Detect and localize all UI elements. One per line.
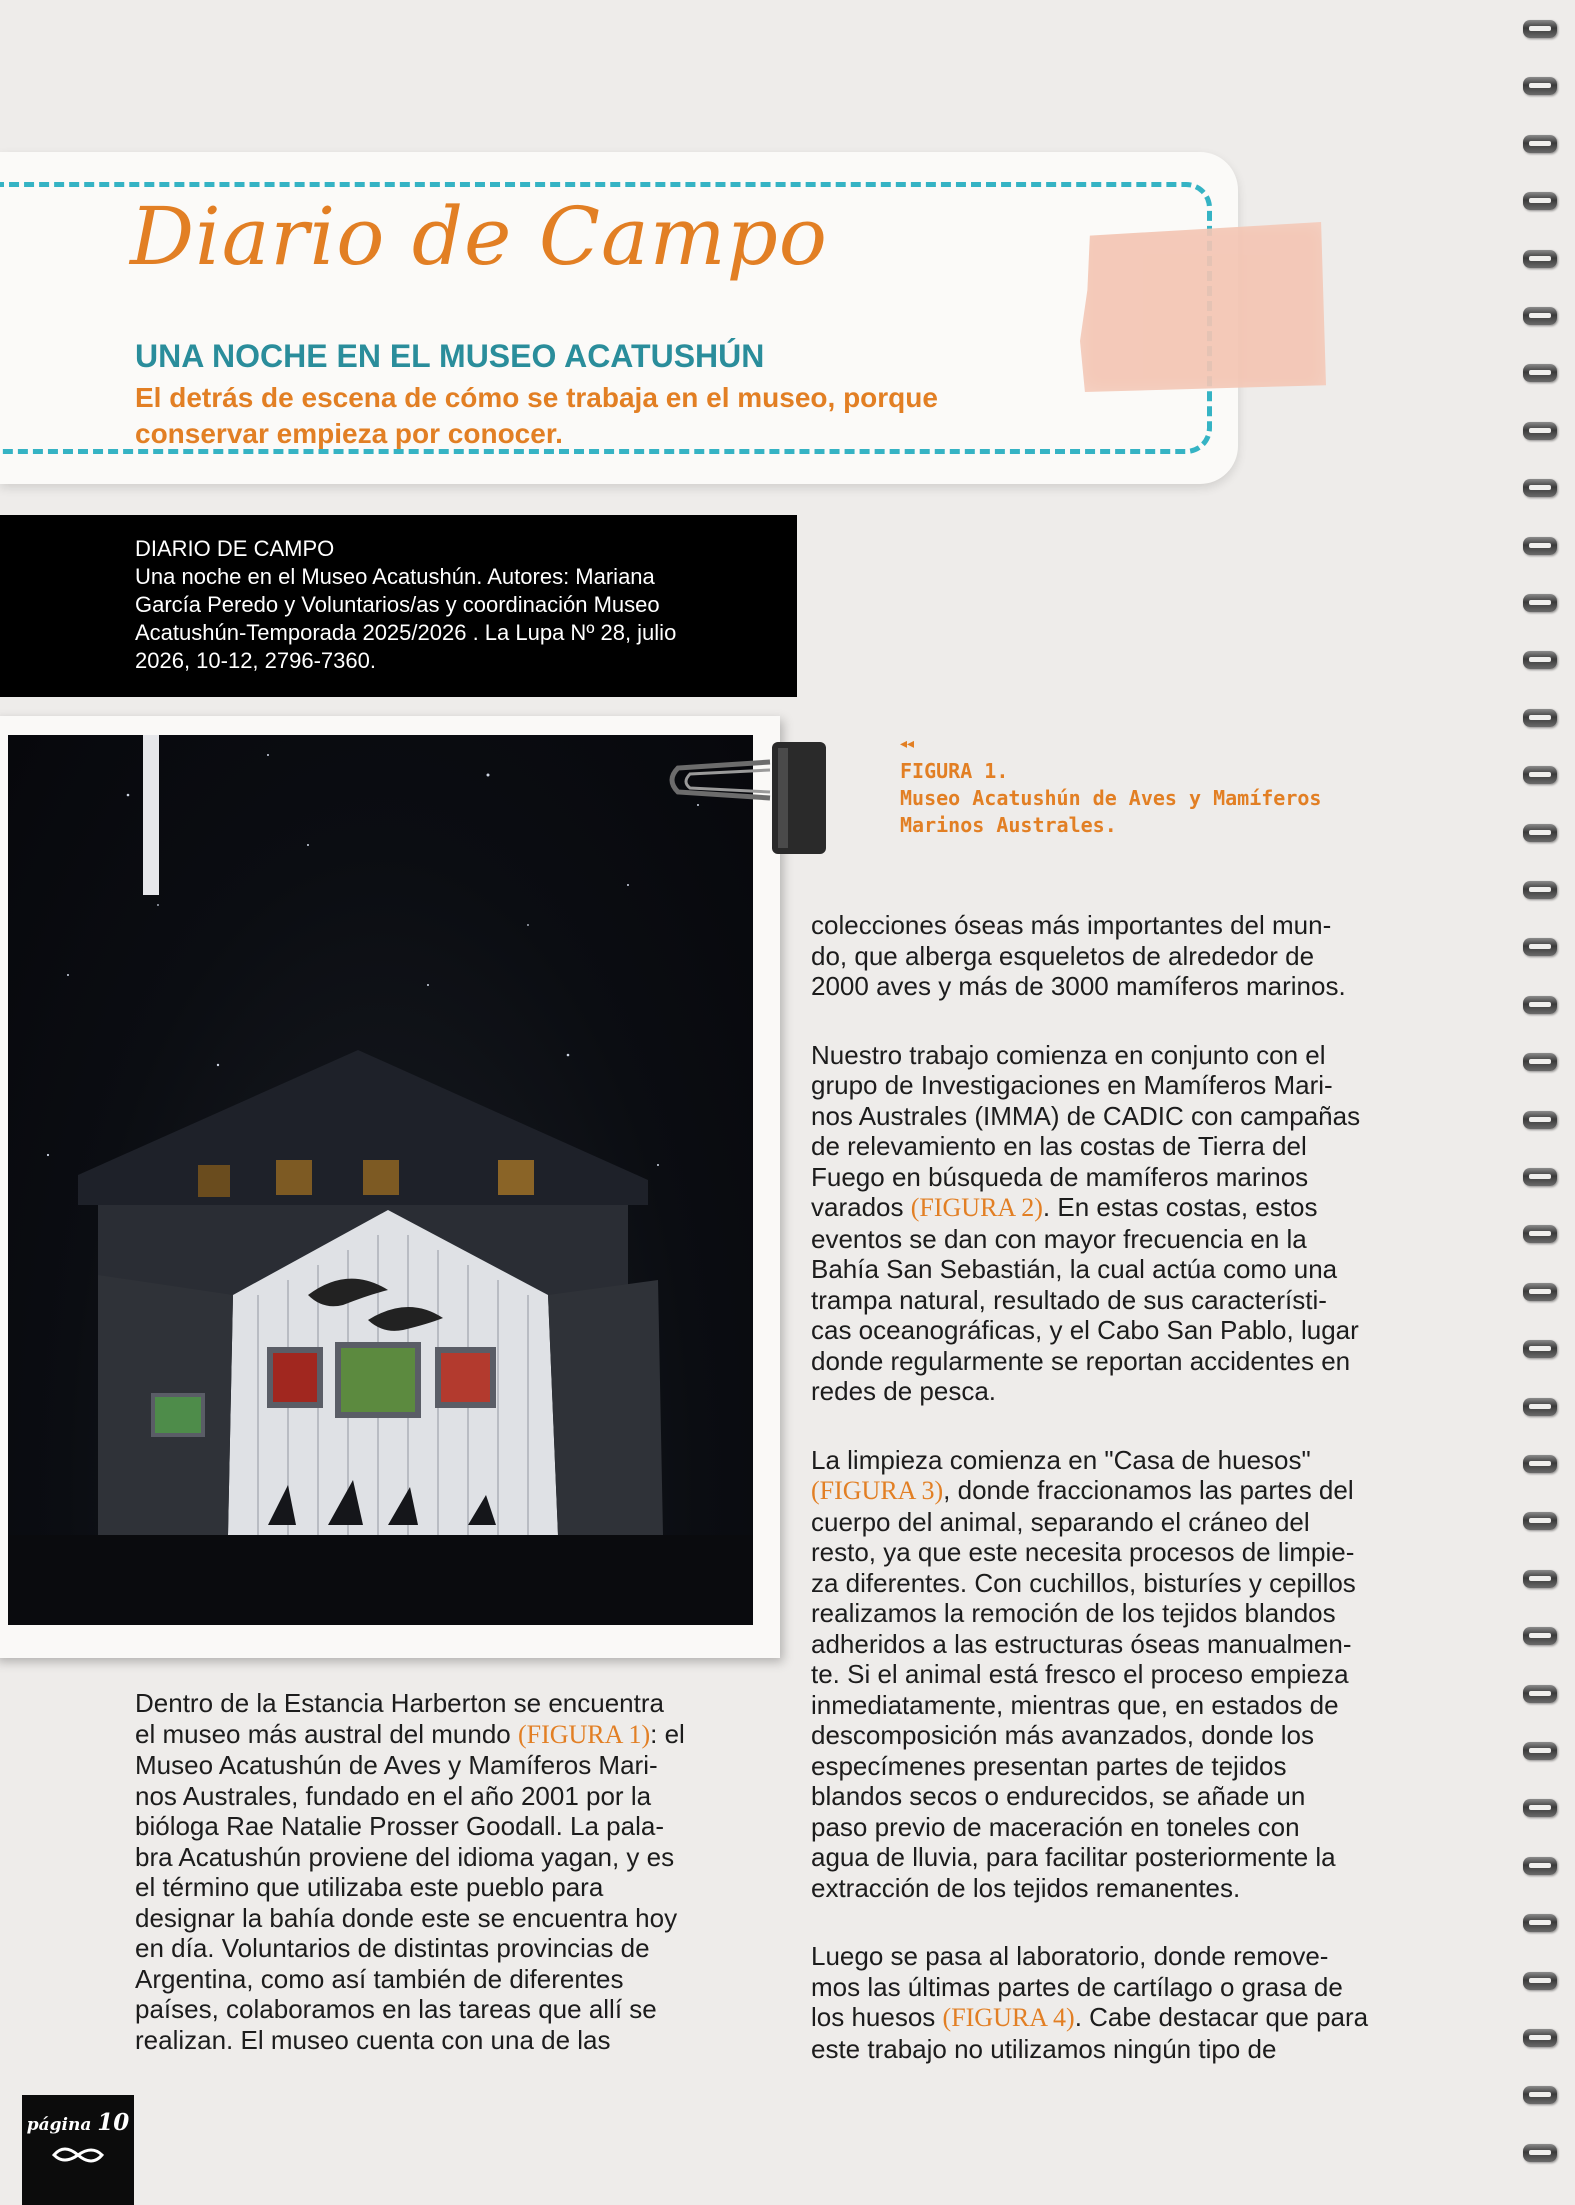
spiral-ring xyxy=(1523,1225,1557,1243)
spiral-ring xyxy=(1523,766,1557,784)
spiral-ring xyxy=(1523,1685,1557,1703)
figure-reference-link[interactable]: (FIGURA 4) xyxy=(942,2003,1075,2032)
figure-1-label: FIGURA 1. xyxy=(900,759,1009,783)
spiral-ring xyxy=(1523,20,1557,38)
spiral-ring xyxy=(1523,1398,1557,1416)
paragraph-text: : el Museo Acatushún de Aves y Mamíferos Mari- nos Australes, fundado en el año 2001 por la bióloga Rae Natalie Prosser Goodall. La pala- bra Acatushún proviene del idioma yagan, y es el término que utilizaba este pueblo para designar la bahía donde este se encuentra hoy en día. Voluntarios de distintas provincias de Argentina, como así también de diferentes países, colaboramos en las tareas que allí se realizan. El museo cuenta con una de las xyxy=(135,1718,685,2055)
page-number-tab xyxy=(22,2095,134,2205)
caption-spacer xyxy=(900,738,1420,758)
spiral-ring xyxy=(1523,77,1557,95)
page-number-value: 10 xyxy=(97,2109,130,2136)
spiral-ring xyxy=(1523,135,1557,153)
figure-reference-link[interactable]: (FIGURA 2) xyxy=(910,1193,1043,1222)
washi-tape xyxy=(1080,222,1326,392)
article-title: UNA NOCHE EN EL MUSEO ACATUSHÚN xyxy=(135,338,765,374)
figure-reference-link[interactable]: (FIGURA 1) xyxy=(517,1719,651,1749)
paragraph-text: . Cabe destacar que para este trabajo no utilizamos ningún tipo de xyxy=(811,2002,1369,2064)
citation-line: Una noche en el Museo Acatushún. Autores: Mariana xyxy=(135,564,655,589)
spiral-ring xyxy=(1523,2029,1557,2047)
citation-line: DIARIO DE CAMPO xyxy=(135,536,335,561)
spiral-ring xyxy=(1523,594,1557,612)
spiral-ring xyxy=(1523,651,1557,669)
spiral-ring xyxy=(1523,824,1557,842)
paragraph-text: La limpieza comienza en "Casa de huesos" xyxy=(811,1444,1311,1475)
spiral-ring xyxy=(1523,1455,1557,1473)
page-number xyxy=(22,2109,134,2136)
spiral-ring xyxy=(1523,192,1557,210)
paragraph-gap xyxy=(811,1002,1451,1040)
left-column xyxy=(135,1688,765,2055)
spiral-ring xyxy=(1523,2086,1557,2104)
paragraph xyxy=(811,1445,1451,1904)
binder-clip-icon xyxy=(660,740,830,858)
paragraph-text: , donde fraccionamos las partes del cuerpo del animal, separando el cráneo del resto, ya que este necesita procesos de limpie- za diferentes. Con cuchillos, bisturíes y cepillos realizamos la remoción de los tejidos blandos adheridos a las estructuras óseas manualmen- te. Si el animal está fresco el proceso empieza inmediatamente, mientras que, en estados de descomposición más avanzados, donde los especímenes presentan partes de tejidos blandos secos o endurecidos, se añade un paso previo de maceración en toneles con agua de lluvia, para facilitar posteriormente la extracción de los tejidos remanentes. xyxy=(811,1475,1356,1903)
paragraph-gap xyxy=(811,1407,1451,1445)
spiral-ring xyxy=(1523,1111,1557,1129)
paragraph-text: Dentro de la Estancia Harberton se encuentra el museo más austral del mundo xyxy=(135,1688,664,1749)
spiral-ring xyxy=(1523,307,1557,325)
spiral-ring xyxy=(1523,250,1557,268)
article-lede xyxy=(135,380,1055,452)
spiral-ring xyxy=(1523,1627,1557,1645)
spiral-ring xyxy=(1523,2144,1557,2162)
section-title: Diario de Campo xyxy=(130,190,828,283)
paragraph-gap xyxy=(811,1903,1451,1941)
paragraph-text: Nuestro trabajo comienza en conjunto con el grupo de Investigaciones en Mamíferos Mari- nos Australes (IMMA) de CADIC con campañas de relevamiento en las costas de Tierra del Fuego en búsqueda de mamíferos marinos varados xyxy=(811,1039,1361,1222)
figure-1-caption-line: Marinos Australes. xyxy=(900,813,1117,837)
lede-line: conservar empieza por conocer. xyxy=(135,418,563,449)
paragraph xyxy=(135,1688,765,2055)
spiral-ring xyxy=(1523,1857,1557,1875)
spiral-ring xyxy=(1523,709,1557,727)
spiral-ring xyxy=(1523,1742,1557,1760)
citation-box xyxy=(0,515,797,697)
museum-building-illustration xyxy=(8,735,753,1625)
spiral-ring xyxy=(1523,881,1557,899)
paragraph xyxy=(811,910,1451,1002)
spiral-ring xyxy=(1523,1283,1557,1301)
museum-night-photo xyxy=(8,735,753,1625)
spiral-ring xyxy=(1523,1799,1557,1817)
spiral-binding-icon xyxy=(1505,20,1575,2205)
spiral-ring xyxy=(1523,479,1557,497)
publication-logo-icon xyxy=(48,2142,108,2168)
spiral-ring xyxy=(1523,1972,1557,1990)
citation-line: García Peredo y Voluntarios/as y coordinación Museo xyxy=(135,592,660,617)
spiral-ring xyxy=(1523,1340,1557,1358)
spiral-ring xyxy=(1523,537,1557,555)
citation-line: 2026, 10-12, 2796-7360. xyxy=(135,648,376,673)
paragraph-text: . En estas costas, estos eventos se dan con mayor frecuencia en la Bahía San Sebastián, la cual actúa como una trampa natural, resultado de sus característi- cas oceanográficas, y el Cabo San Pablo, lugar donde regularmente se reportan accidentes en redes de pesca. xyxy=(811,1192,1359,1406)
citation-line: Acatushún-Temporada 2025/2026 . La Lupa Nº 28, julio xyxy=(135,620,677,645)
figure-reference-link[interactable]: (FIGURA 3) xyxy=(811,1476,944,1505)
figure-1-caption xyxy=(900,738,1420,839)
spiral-ring xyxy=(1523,364,1557,382)
spiral-ring xyxy=(1523,938,1557,956)
page-word: página xyxy=(26,2115,92,2135)
spiral-ring xyxy=(1523,1570,1557,1588)
fig-arrow-icon: ◂◂ xyxy=(900,736,915,752)
paragraph xyxy=(811,1040,1451,1407)
spiral-ring xyxy=(1523,1512,1557,1530)
paragraph xyxy=(811,1941,1451,2064)
spiral-ring xyxy=(1523,1168,1557,1186)
lede-line: El detrás de escena de cómo se trabaja en el museo, porque xyxy=(135,382,938,413)
spiral-ring xyxy=(1523,422,1557,440)
paragraph-text: colecciones óseas más importantes del mun- do, que alberga esqueletos de alrededor de 2000 aves y más de 3000 mamíferos marinos. xyxy=(811,910,1346,1001)
paragraph-text: Luego se pasa al laboratorio, donde remove- mos las últimas partes de cartílago o grasa de los huesos xyxy=(811,1941,1343,2032)
figure-1-caption-line: Museo Acatushún de Aves y Mamíferos xyxy=(900,786,1322,810)
spiral-ring xyxy=(1523,1053,1557,1071)
spiral-ring xyxy=(1523,1914,1557,1932)
spiral-ring xyxy=(1523,996,1557,1014)
right-column xyxy=(811,910,1451,2064)
